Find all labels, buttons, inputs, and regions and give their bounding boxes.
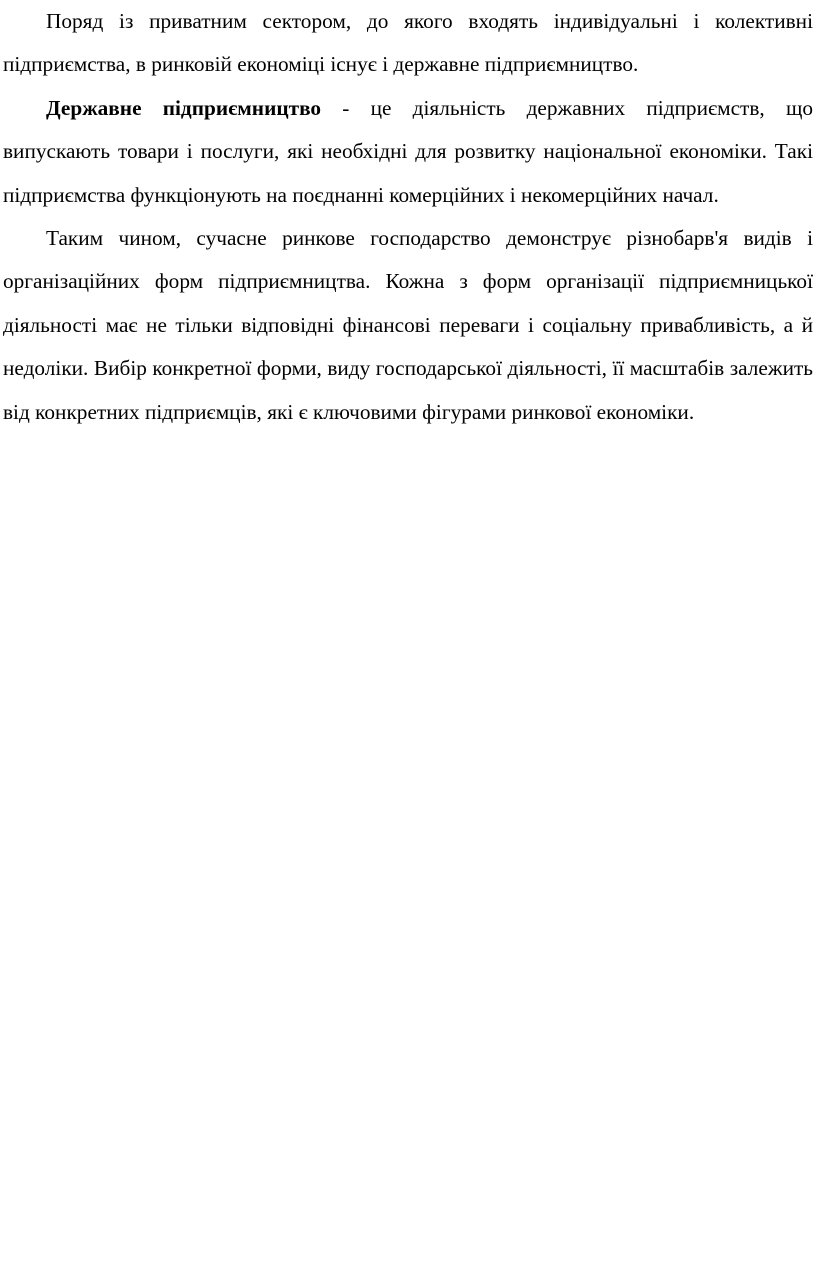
paragraph-text: Таким чином, сучасне ринкове господарство демонструє різнобарв'я видів і організаційних форм підприємництва. Кожна з форм організації підприємницької діяльності має не тільки відповідні фінансові переваги і соціальну привабливість, а й недоліки. Вибір конкретної форми, виду господарської діяльності, її масштабів залежить від конкретних підприємців, які є ключовими фігурами ринкової економіки. xyxy=(3,226,813,424)
paragraph-text: - це діяльність державних підприємств, що випускають товари і послуги, які необхідні для розвитку національної економіки. Такі підприємства функціонують на поєднанні комерційних і некомерційних начал. xyxy=(3,95,813,207)
term-state-entrepreneurship: Державне підприємництво xyxy=(46,95,322,120)
paragraph-text: Поряд із приватним сектором, до якого входять індивідуальні і колективні підприємства, в ринковій економіці існує і державне підприємництво. xyxy=(3,9,813,77)
paragraph-private-sector xyxy=(3,0,813,87)
document-body xyxy=(3,0,813,434)
paragraph-conclusion xyxy=(3,217,813,434)
paragraph-state-entrepreneurship xyxy=(3,87,813,217)
